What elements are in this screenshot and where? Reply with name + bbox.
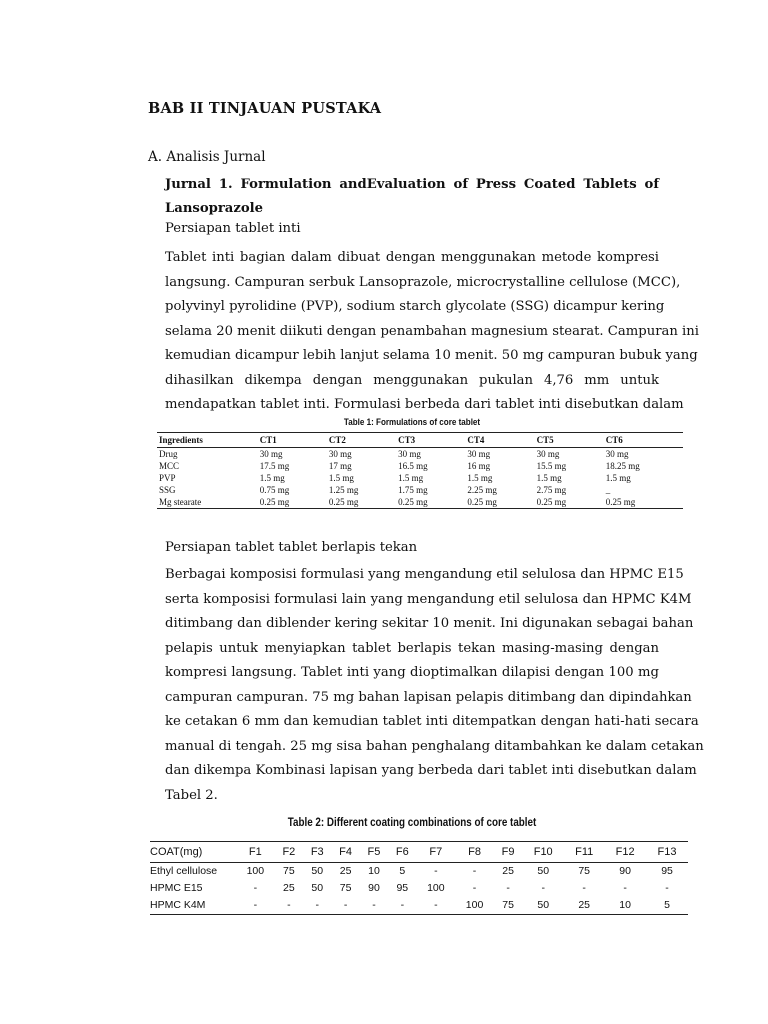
table-cell: 95 — [396, 882, 409, 894]
table-cell: 30 mg — [467, 449, 491, 459]
table-cell: 17.5 mg — [259, 461, 290, 471]
table-cell: 50 — [311, 882, 324, 894]
table1-caption: Table 1: Formulations of core tablet — [343, 417, 481, 428]
paragraph-line: Berbagai komposisi formulasi yang mengandung etil selulosa dan HPMC E15 — [165, 567, 684, 582]
table-header-cell: F9 — [501, 845, 515, 858]
table-cell: PVP — [159, 473, 176, 483]
table-cell: 10 — [368, 865, 380, 877]
table2-caption: Table 2: Different coating combinations of core tablet — [287, 815, 537, 829]
table-cell: 5 — [664, 899, 670, 911]
table-cell: - — [623, 882, 627, 894]
table-cell: - — [287, 899, 291, 911]
table-row — [157, 472, 683, 484]
paragraph-line: ditimbang dan diblender kering sekitar 10 menit. Ini digunakan sebagai bahan — [165, 616, 694, 631]
table-cell: 0.25 mg — [328, 497, 359, 507]
table-cell: 100 — [465, 899, 484, 911]
table-cell: 0.25 mg — [259, 497, 290, 507]
journal-title: Jurnal 1. Formulation andEvaluation of Press Coated Tablets of Lansoprazole — [165, 177, 659, 216]
paragraph-core-tablet — [165, 246, 699, 418]
table-cell: 30 mg — [328, 449, 352, 459]
table-header-cell: CT2 — [328, 435, 346, 445]
table-row — [150, 897, 688, 915]
table-header-cell: COAT(mg) — [150, 845, 203, 858]
table-row — [157, 448, 683, 461]
table-cell: 1.25 mg — [328, 485, 359, 495]
table-cell: 25 — [578, 899, 590, 911]
table-cell: HPMC E15 — [150, 882, 203, 894]
table-header-cell: F12 — [615, 845, 635, 858]
table-row — [150, 880, 688, 897]
table-cell: 1.5 mg — [536, 473, 562, 483]
table-cell: 30 mg — [259, 449, 283, 459]
table-cell: - — [434, 899, 438, 911]
table-header-cell: CT6 — [605, 435, 623, 445]
paragraph-press-coated — [165, 563, 704, 808]
table-header-cell: CT1 — [259, 435, 277, 445]
table-header-cell: CT5 — [536, 435, 554, 445]
table-cell: 1.5 mg — [328, 473, 354, 483]
table-cell: 2.25 mg — [467, 485, 497, 495]
table-core-formulations — [157, 432, 683, 509]
table-cell: - — [343, 899, 348, 911]
table-cell: - — [253, 882, 258, 894]
table-cell: Ethyl cellulose — [150, 865, 218, 877]
paragraph-line: Tabel 2. — [165, 787, 218, 803]
paragraph-line: langsung. Campuran serbuk Lansoprazole, microcrystalline cellulose (MCC), — [165, 274, 681, 290]
table-header-row — [157, 433, 683, 448]
table-cell: Drug — [159, 449, 178, 459]
table-cell: 15.5 mg — [536, 461, 567, 471]
table-cell: 1.5 mg — [398, 473, 424, 483]
table-row — [157, 484, 683, 496]
table-cell: 0.25 mg — [605, 497, 636, 507]
table-row — [150, 863, 688, 881]
paragraph-line: serta komposisi formulasi lain yang mengandung etil selulosa dan HPMC K4M — [165, 591, 692, 607]
table-header-cell: CT4 — [467, 435, 485, 445]
table-header-cell: F3 — [310, 845, 324, 858]
table-cell: 75 — [502, 899, 514, 911]
table-cell: - — [472, 882, 477, 894]
table-cell: 10 — [619, 899, 631, 911]
table-row — [157, 496, 683, 509]
table-cell: 16.5 mg — [398, 461, 428, 471]
table-cell: 0.25 mg — [536, 497, 567, 507]
table-header-cell: F2 — [282, 845, 296, 858]
table-header-cell: F5 — [367, 845, 381, 858]
table-cell: 25 — [502, 865, 514, 877]
table-cell: 95 — [661, 865, 673, 877]
table-header-cell: F11 — [575, 845, 594, 858]
table-header-cell: F4 — [339, 845, 353, 858]
table-cell: _ — [605, 485, 611, 495]
subheading-core-tablet: Persiapan tablet inti — [165, 221, 301, 236]
table-cell: 75 — [283, 865, 295, 877]
table-cell: - — [582, 882, 586, 894]
table-cell: 1.75 mg — [398, 485, 428, 495]
table-header-cell: F8 — [468, 845, 481, 858]
table-cell: 0.25 mg — [467, 497, 497, 507]
table-cell: 1.5 mg — [259, 473, 285, 483]
table-header-cell: Ingredients — [159, 435, 203, 445]
table-cell: 0.75 mg — [259, 485, 290, 495]
table-cell: SSG — [159, 485, 176, 495]
table-cell: - — [472, 865, 477, 877]
table-header-cell: F10 — [533, 845, 553, 858]
table-header-cell: F6 — [395, 845, 409, 858]
table-cell: - — [541, 882, 545, 894]
table-cell: 75 — [339, 882, 352, 894]
paragraph-line: dihasilkan dikempa dengan menggunakan pukulan 4,76 mm untuk — [165, 372, 659, 388]
table-cell: Mg stearate — [159, 497, 202, 507]
table-cell: 16 mg — [467, 461, 491, 471]
paragraph-line: kompresi langsung. Tablet inti yang dioptimalkan dilapisi dengan 100 mg — [165, 665, 659, 680]
table-cell: 25 — [339, 865, 352, 877]
table-cell: 25 — [283, 882, 295, 894]
table-header-cell: F7 — [429, 845, 443, 858]
table-cell: - — [372, 899, 376, 911]
table-cell: HPMC K4M — [150, 899, 206, 911]
table-cell: 30 mg — [605, 449, 629, 459]
table-cell: 75 — [578, 865, 590, 877]
table-cell: 50 — [537, 899, 550, 911]
table-header-row — [150, 842, 688, 863]
paragraph-line: kemudian dicampur lebih lanjut selama 10 menit. 50 mg campuran bubuk yang — [165, 348, 698, 363]
table-cell: 2.75 mg — [536, 485, 567, 495]
table-cell: 50 — [311, 865, 324, 877]
table-cell: 0.25 mg — [398, 497, 428, 507]
table-cell: 50 — [537, 865, 550, 877]
paragraph-line: polyvinyl pyrolidine (PVP), sodium starch glycolate (SSG) dicampur kering — [165, 299, 665, 314]
table-cell: 90 — [368, 882, 380, 894]
table-cell: - — [506, 882, 510, 894]
paragraph-line: manual di tengah. 25 mg sisa bahan penghalang ditambahkan ke dalam cetakan — [165, 738, 704, 754]
table-cell: 5 — [399, 865, 406, 877]
table-header-cell: F13 — [657, 845, 677, 858]
table-header-cell: CT3 — [398, 435, 416, 445]
table-cell: - — [434, 865, 438, 877]
chapter-title: BAB II TINJAUAN PUSTAKA — [148, 100, 382, 117]
table-cell: - — [400, 899, 405, 911]
table-cell: - — [253, 899, 258, 911]
table-row — [157, 460, 683, 472]
table-cell: 1.5 mg — [605, 473, 631, 483]
paragraph-line: ke cetakan 6 mm dan kemudian tablet inti ditempatkan dengan hati-hati secara — [165, 714, 699, 729]
table-cell: 100 — [246, 865, 265, 877]
table-coating-combinations — [150, 841, 688, 915]
paragraph-line: Tablet inti bagian dalam dibuat dengan menggunakan metode kompresi — [165, 250, 659, 265]
table-header-cell: F1 — [248, 845, 262, 858]
table-cell: 30 mg — [536, 449, 560, 459]
section-heading: A. Analisis Jurnal — [148, 149, 266, 165]
table-cell: - — [665, 882, 669, 894]
table-cell: 18.25 mg — [605, 461, 640, 471]
paragraph-line: mendapatkan tablet inti. Formulasi berbeda dari tablet inti disebutkan dalam — [165, 397, 684, 412]
table-cell: 1.5 mg — [467, 473, 493, 483]
paragraph-line: campuran campuran. 75 mg bahan lapisan pelapis ditimbang dan dipindahkan — [165, 689, 692, 705]
paragraph-line: pelapis untuk menyiapkan tablet berlapis tekan masing-masing dengan — [165, 640, 659, 656]
table-cell: MCC — [159, 461, 180, 471]
table-cell: 90 — [619, 865, 631, 877]
table-cell: - — [315, 899, 319, 911]
table-cell: 17 mg — [328, 461, 352, 471]
paragraph-line: dan dikempa Kombinasi lapisan yang berbeda dari tablet inti disebutkan dalam — [165, 763, 697, 778]
paragraph-line: selama 20 menit diikuti dengan penambahan magnesium stearat. Campuran ini — [165, 323, 699, 339]
table-cell: 100 — [427, 882, 445, 894]
subheading-press-coated: Persiapan tablet tablet berlapis tekan — [165, 540, 418, 555]
table-cell: 30 mg — [398, 449, 421, 459]
